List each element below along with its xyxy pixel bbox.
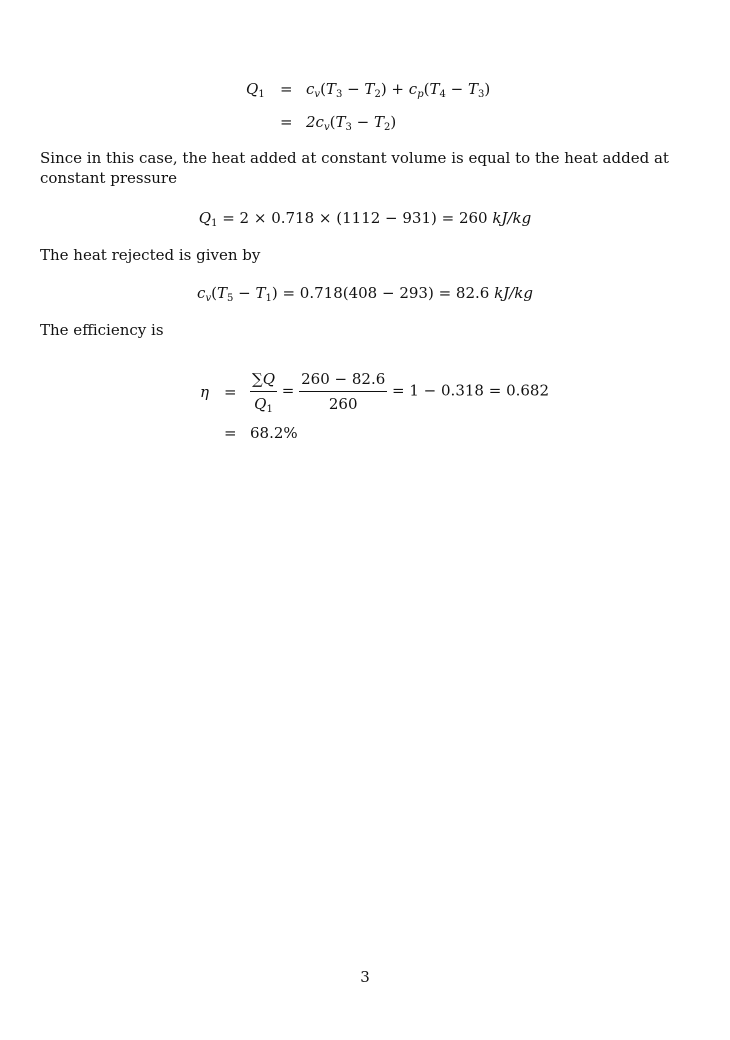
eq2-q-sub: 1 [211,218,218,229]
eq1-cp-sub: p [417,89,424,100]
eq4-eq-a: = [277,381,300,400]
eq3-minus: − [233,284,256,302]
eq1-line2-coef-sub: v [323,122,330,133]
eq1-line2-t3-sub: 3 [345,122,352,133]
eq4-equals: = [224,383,237,401]
page-number: 3 [360,968,370,986]
eq1-line2-t2: T [373,113,384,131]
eq3-t1: T [255,284,266,302]
eq1-cv: c [306,80,315,98]
paragraph-efficiency: The efficiency is [40,321,164,339]
eq1-t2-sub: 2 [374,89,381,100]
eq2-q: Q [198,209,212,227]
eq1-line2-t3: T [335,113,346,131]
eq1-lhs-sub: 1 [258,89,265,100]
eq3-cv-sub: v [205,293,212,304]
eq3-heat-rejected [0,284,730,302]
eq4-eta [200,383,209,401]
eq1-paren: ( [320,80,326,98]
eq4-result [250,424,298,442]
paragraph-heat-added: Since in this case, the heat added at constant volume is equal to the heat added at constant pressure [40,149,669,187]
eq1-t3b: T [467,80,478,98]
eq1-line2-rhs [306,113,396,131]
eq4-eta-symbol: η [200,383,209,401]
eq3-t5: T [216,284,227,302]
eq4-fraction-1 [250,370,277,413]
eq4-fraction-2 [299,370,387,413]
eq3-unit: kJ/kg [494,284,533,302]
eq1-t2: T [364,80,375,98]
eq1-line2-t2-sub: 2 [383,122,391,133]
eq1-minus: − [342,80,365,98]
eq1-rel [280,80,293,98]
eq1-close: ) [484,80,491,98]
eq1-line1-rhs [306,80,490,98]
eq1-line2-open: ( [329,113,336,131]
paragraph-heat-rejected: The heat rejected is given by [40,246,261,264]
eq2-unit: kJ/kg [492,209,532,227]
eq1-t4: T [429,80,440,98]
eq1-lhs [246,80,265,98]
eq3-rhs: ) = 0.718(408 − 293) = 82.6 [271,284,495,302]
eq1-cp: c [408,80,418,98]
eq3-open: ( [211,284,217,302]
eq1-line2-coef: 2c [306,113,324,131]
eq1-t4-sub: 4 [439,89,446,100]
eq1-t3b-sub: 3 [477,89,485,100]
eq1-equals: = [280,80,293,98]
eq4-line2-rel [224,424,237,442]
eq1-line2-equals: = [280,113,293,131]
eq4-frac1-den-sub: 1 [266,404,273,415]
eq3-t1-sub: 1 [265,293,272,304]
eq4-rel [224,383,237,401]
eq1-paren-b: ( [423,80,430,98]
eq4-frac1-den: Q [254,395,267,413]
eq4-line2-equals: = [224,424,237,442]
eq1-minus-b: − [445,80,468,98]
eq4-frac2-den: 260 [328,395,358,413]
eq3-t5-sub: 5 [226,293,234,304]
eq1-line2-rel [280,113,293,131]
eq1-t3-sub: 3 [335,89,343,100]
eq4-result-value: 68.2% [250,424,298,442]
eq1-line2-close: ) [390,113,397,131]
eq1-t3: T [325,80,336,98]
eq1-lhs-var: Q [246,80,259,98]
eq1-line2-minus: − [351,113,374,131]
eq1-cv-sub: v [314,89,321,100]
eq2-heat-added [0,209,730,227]
eq4-rhs [250,370,549,413]
eq4-frac1-num: ∑Q [250,370,277,392]
eq1-plus: ) + [380,80,409,98]
eq4-tail: = 1 − 0.318 = 0.682 [387,381,550,400]
eq4-frac2-num: 260 − 82.6 [299,370,387,392]
eq2-rhs: = 2 × 0.718 × (1112 − 931) = 260 [217,209,493,227]
eq3-cv: c [197,284,206,302]
